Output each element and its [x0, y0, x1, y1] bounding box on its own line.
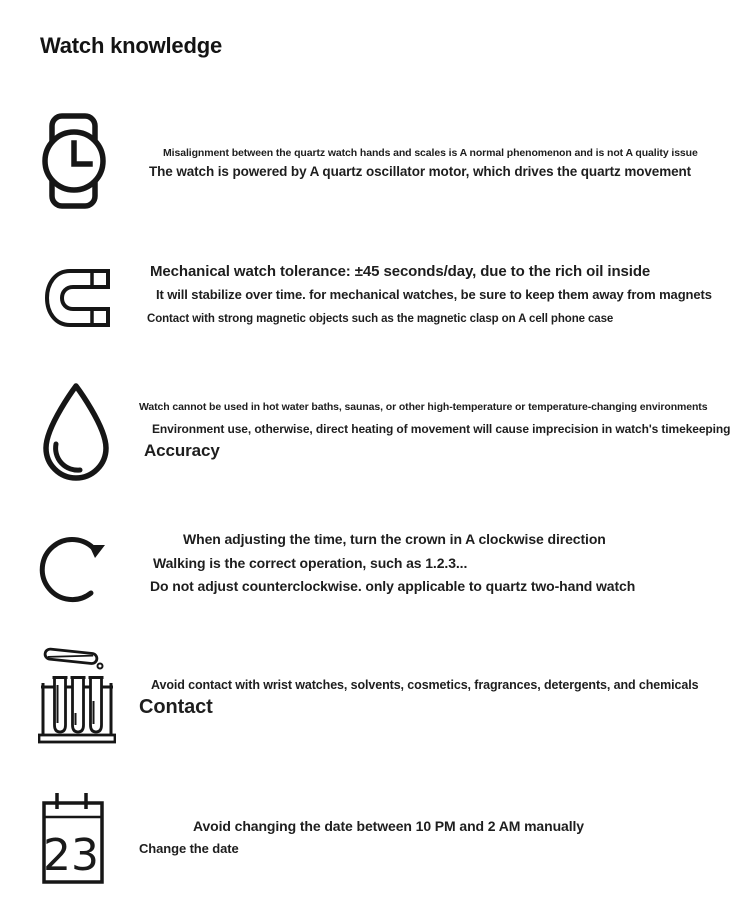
magnet-contact-note: Contact with strong magnetic objects such as the magnetic clasp on A cell phone case — [147, 313, 614, 325]
contact-heading: Contact — [139, 696, 213, 718]
counterclockwise-warning: Do not adjust counterclockwise. only applicable to quartz two-hand watch — [150, 578, 636, 594]
change-date-heading: Change the date — [139, 841, 239, 856]
hot-water-warning-note: Watch cannot be used in hot water baths, saunas, or other high-temperature or temperature-changing environments — [139, 401, 708, 413]
chemicals-warning-note: Avoid contact with wrist watches, solvents, cosmetics, fragrances, detergents, and chemicals — [151, 678, 699, 692]
calendar-day-number: 23 — [43, 830, 99, 881]
tolerance-heading: Mechanical watch tolerance: ±45 seconds/day, due to the rich oil inside — [150, 263, 651, 280]
quartz-movement-note: The watch is powered by A quartz oscillator motor, which drives the quartz movement — [149, 164, 692, 179]
page-title: Watch knowledge — [40, 33, 222, 58]
clockwise-instruction: When adjusting the time, turn the crown in A clockwise direction — [183, 531, 606, 547]
watch-icon — [42, 112, 106, 212]
magnet-warning-note: It will stabilize over time. for mechanical watches, be sure to keep them away from magnets — [156, 287, 712, 302]
test-tubes-icon — [38, 645, 116, 745]
water-drop-icon — [40, 382, 112, 482]
quartz-misalignment-note: Misalignment between the quartz watch hands and scales is A normal phenomenon and is not A quality issue — [163, 147, 698, 159]
heating-warning-note: Environment use, otherwise, direct heating of movement will cause imprecision in watch's timekeeping — [152, 422, 731, 436]
accuracy-heading: Accuracy — [144, 441, 220, 460]
clockwise-arrow-icon — [38, 524, 110, 612]
date-change-warning: Avoid changing the date between 10 PM and 2 AM manually — [193, 818, 584, 834]
magnet-icon — [42, 266, 112, 330]
calendar-icon — [42, 790, 104, 885]
walking-operation-note: Walking is the correct operation, such as 1.2.3... — [153, 555, 468, 571]
